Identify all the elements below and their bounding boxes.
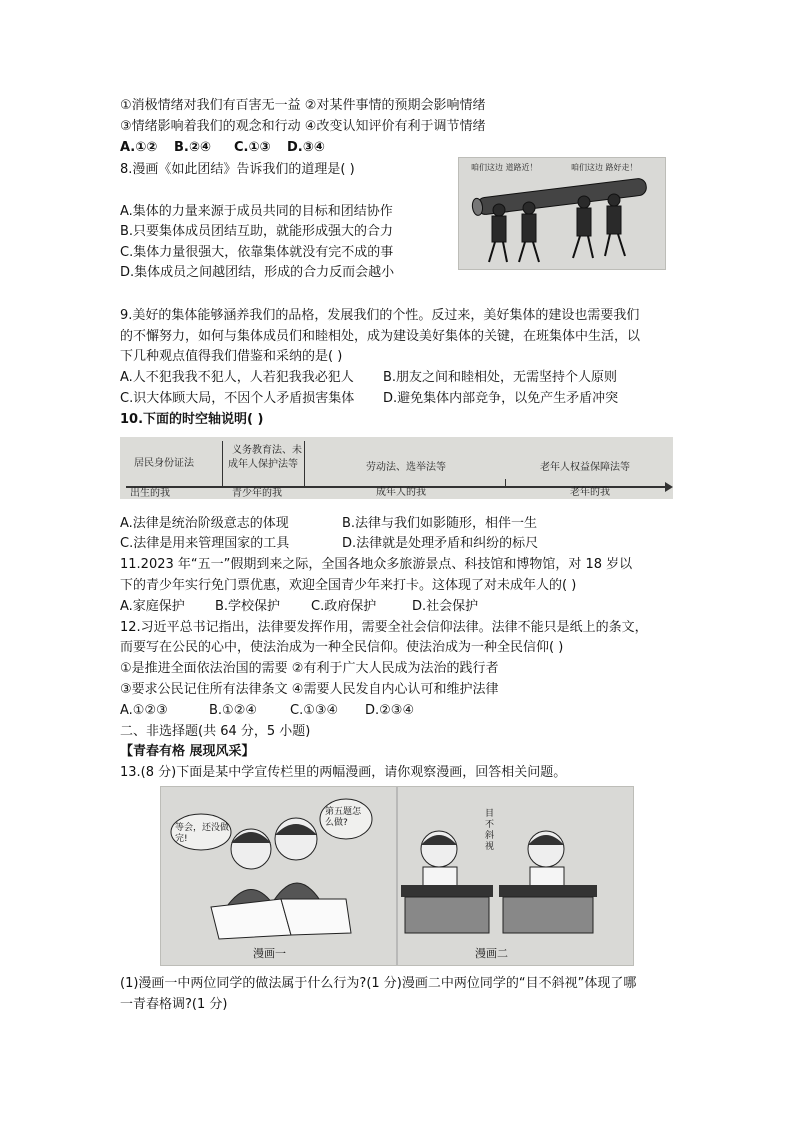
q13-comics: [160, 786, 634, 966]
q12-option-d: D.②③④: [365, 703, 415, 718]
q11-option-b: B.学校保护: [215, 599, 281, 614]
q12-statement-line-1: ①是推进全面依法治国的需要 ②有利于广大人民成为法治的践行者: [120, 661, 499, 676]
q9-stem-line-2: 的不懈努力，如何与集体成员们和睦相处，成为建设美好集体的关键，在班集体中生活，以: [120, 329, 641, 344]
timeline-stage-1: 出生的我: [130, 488, 170, 499]
q13-stem: 13.(8 分)下面是某中学宣传栏里的两幅漫画，请你观察漫画，回答相关问题。: [120, 765, 567, 780]
timeline-law-3: 劳动法、选举法等: [366, 462, 446, 473]
comic2-caption: 漫画二: [475, 947, 508, 960]
cartoon-speech-right: 咱们这边 路好走！: [571, 163, 638, 172]
q7-option-c: C.①③: [234, 140, 271, 155]
timeline-stage-4: 老年的我: [570, 487, 610, 498]
q8-stem: 8.漫画《如此团结》告诉我们的道理是( ): [120, 162, 355, 177]
q13-sub1-line-2: 一青春格调?(1 分): [120, 997, 228, 1012]
timeline-stage-2: 青少年的我: [232, 488, 282, 499]
q11-stem-line-2: 下的青少年实行免门票优惠，欢迎全国青少年来打卡。这体现了对未成年人的( ): [120, 578, 577, 593]
comic1-speech-right: 第五题怎么做?: [325, 807, 362, 828]
q11-stem-line-1: 11.2023 年“五一”假期到来之际，全国各地众多旅游景点、科技馆和博物馆，对 18 岁以: [120, 557, 633, 572]
q12-stem-line-1: 12.习近平总书记指出，法律要发挥作用，需要全社会信仰法律。法律不能只是纸上的条文，: [120, 620, 648, 635]
q7-statement-line-2: ③情绪影响着我们的观念和行动 ④改变认知评价有利于调节情绪: [120, 119, 486, 134]
q13-sub1-line-1: (1)漫画一中两位同学的做法属于什么行为?(1 分)漫画二中两位同学的“目不斜视”体现了哪: [120, 976, 637, 991]
timeline-law-4: 老年人权益保障法等: [540, 462, 630, 473]
q12-option-a: A.①②③: [120, 703, 168, 718]
comic1-speech-left: 等会，还没做完!: [175, 823, 230, 844]
law-timeline: [120, 437, 673, 499]
section-theme-heading: 【青春有格 展现风采】: [120, 744, 255, 759]
timeline-divider: [222, 441, 223, 487]
q10-option-b: B.法律与我们如影随形，相伴一生: [342, 516, 538, 531]
q8-option-c: C.集体力量很强大，依靠集体就没有完不成的事: [120, 245, 394, 260]
q10-option-a: A.法律是统治阶级意志的体现: [120, 516, 289, 531]
section-2-title: 二、非选择题(共 64 分，5 小题): [120, 724, 311, 739]
timeline-divider: [304, 441, 305, 487]
cartoon-drawing: [459, 158, 665, 269]
q7-option-a: A.①②: [120, 140, 158, 155]
timeline-law-1: 居民身份证法: [134, 458, 194, 469]
q9-option-c: C.识大体顾大局，不因个人矛盾损害集体: [120, 391, 355, 406]
q7-statement-line-1: ①消极情绪对我们有百害无一益 ②对某件事情的预期会影响情绪: [120, 98, 486, 113]
q9-option-a: A.人不犯我我不犯人，人若犯我我必犯人: [120, 370, 354, 385]
q8-option-d: D.集体成员之间越团结，形成的合力反而会越小: [120, 265, 395, 280]
q7-option-d: D.③④: [287, 140, 325, 155]
q11-option-a: A.家庭保护: [120, 599, 185, 614]
q9-option-d: D.避免集体内部竞争，以免产生矛盾冲突: [383, 391, 619, 406]
q11-option-d: D.社会保护: [412, 599, 479, 614]
q12-option-b: B.①②④: [209, 703, 258, 718]
timeline-law-2a: 义务教育法、未: [232, 445, 302, 456]
q9-stem-line-1: 9.美好的集体能够涵养我们的品格，发展我们的个性。反过来，美好集体的建设也需要我们: [120, 308, 640, 323]
comic2-speech: 目不斜视: [485, 809, 495, 852]
timeline-stage-3: 成年人的我: [376, 487, 426, 498]
q12-stem-line-2: 而要写在公民的心中，使法治成为一种全民信仰。使法治成为一种全民信仰( ): [120, 640, 564, 655]
timeline-arrow-icon: [665, 482, 673, 492]
q12-statement-line-2: ③要求公民记住所有法律条文 ④需要人民发自内心认可和维护法律: [120, 682, 499, 697]
comic1-caption: 漫画一: [253, 947, 286, 960]
q12-option-c: C.①③④: [290, 703, 339, 718]
q10-option-d: D.法律就是处理矛盾和纠纷的标尺: [342, 536, 539, 551]
q11-option-c: C.政府保护: [311, 599, 377, 614]
q9-option-b: B.朋友之间和睦相处，无需坚持个人原则: [383, 370, 618, 385]
cartoon-speech-left: 咱们这边 道路近！: [471, 163, 538, 172]
q8-option-b: B.只要集体成员团结互助，就能形成强大的合力: [120, 224, 394, 239]
q8-option-a: A.集体的力量来源于成员共同的目标和团结协作: [120, 204, 393, 219]
q7-option-b: B.②④: [174, 140, 211, 155]
q10-stem: 10.下面的时空轴说明( ): [120, 412, 264, 427]
q9-stem-line-3: 下几种观点值得我们借鉴和采纳的是( ): [120, 349, 343, 364]
timeline-law-2b: 成年人保护法等: [228, 459, 298, 470]
comics-drawing: [161, 787, 633, 965]
q10-option-c: C.法律是用来管理国家的工具: [120, 536, 290, 551]
unity-cartoon: [458, 157, 666, 270]
